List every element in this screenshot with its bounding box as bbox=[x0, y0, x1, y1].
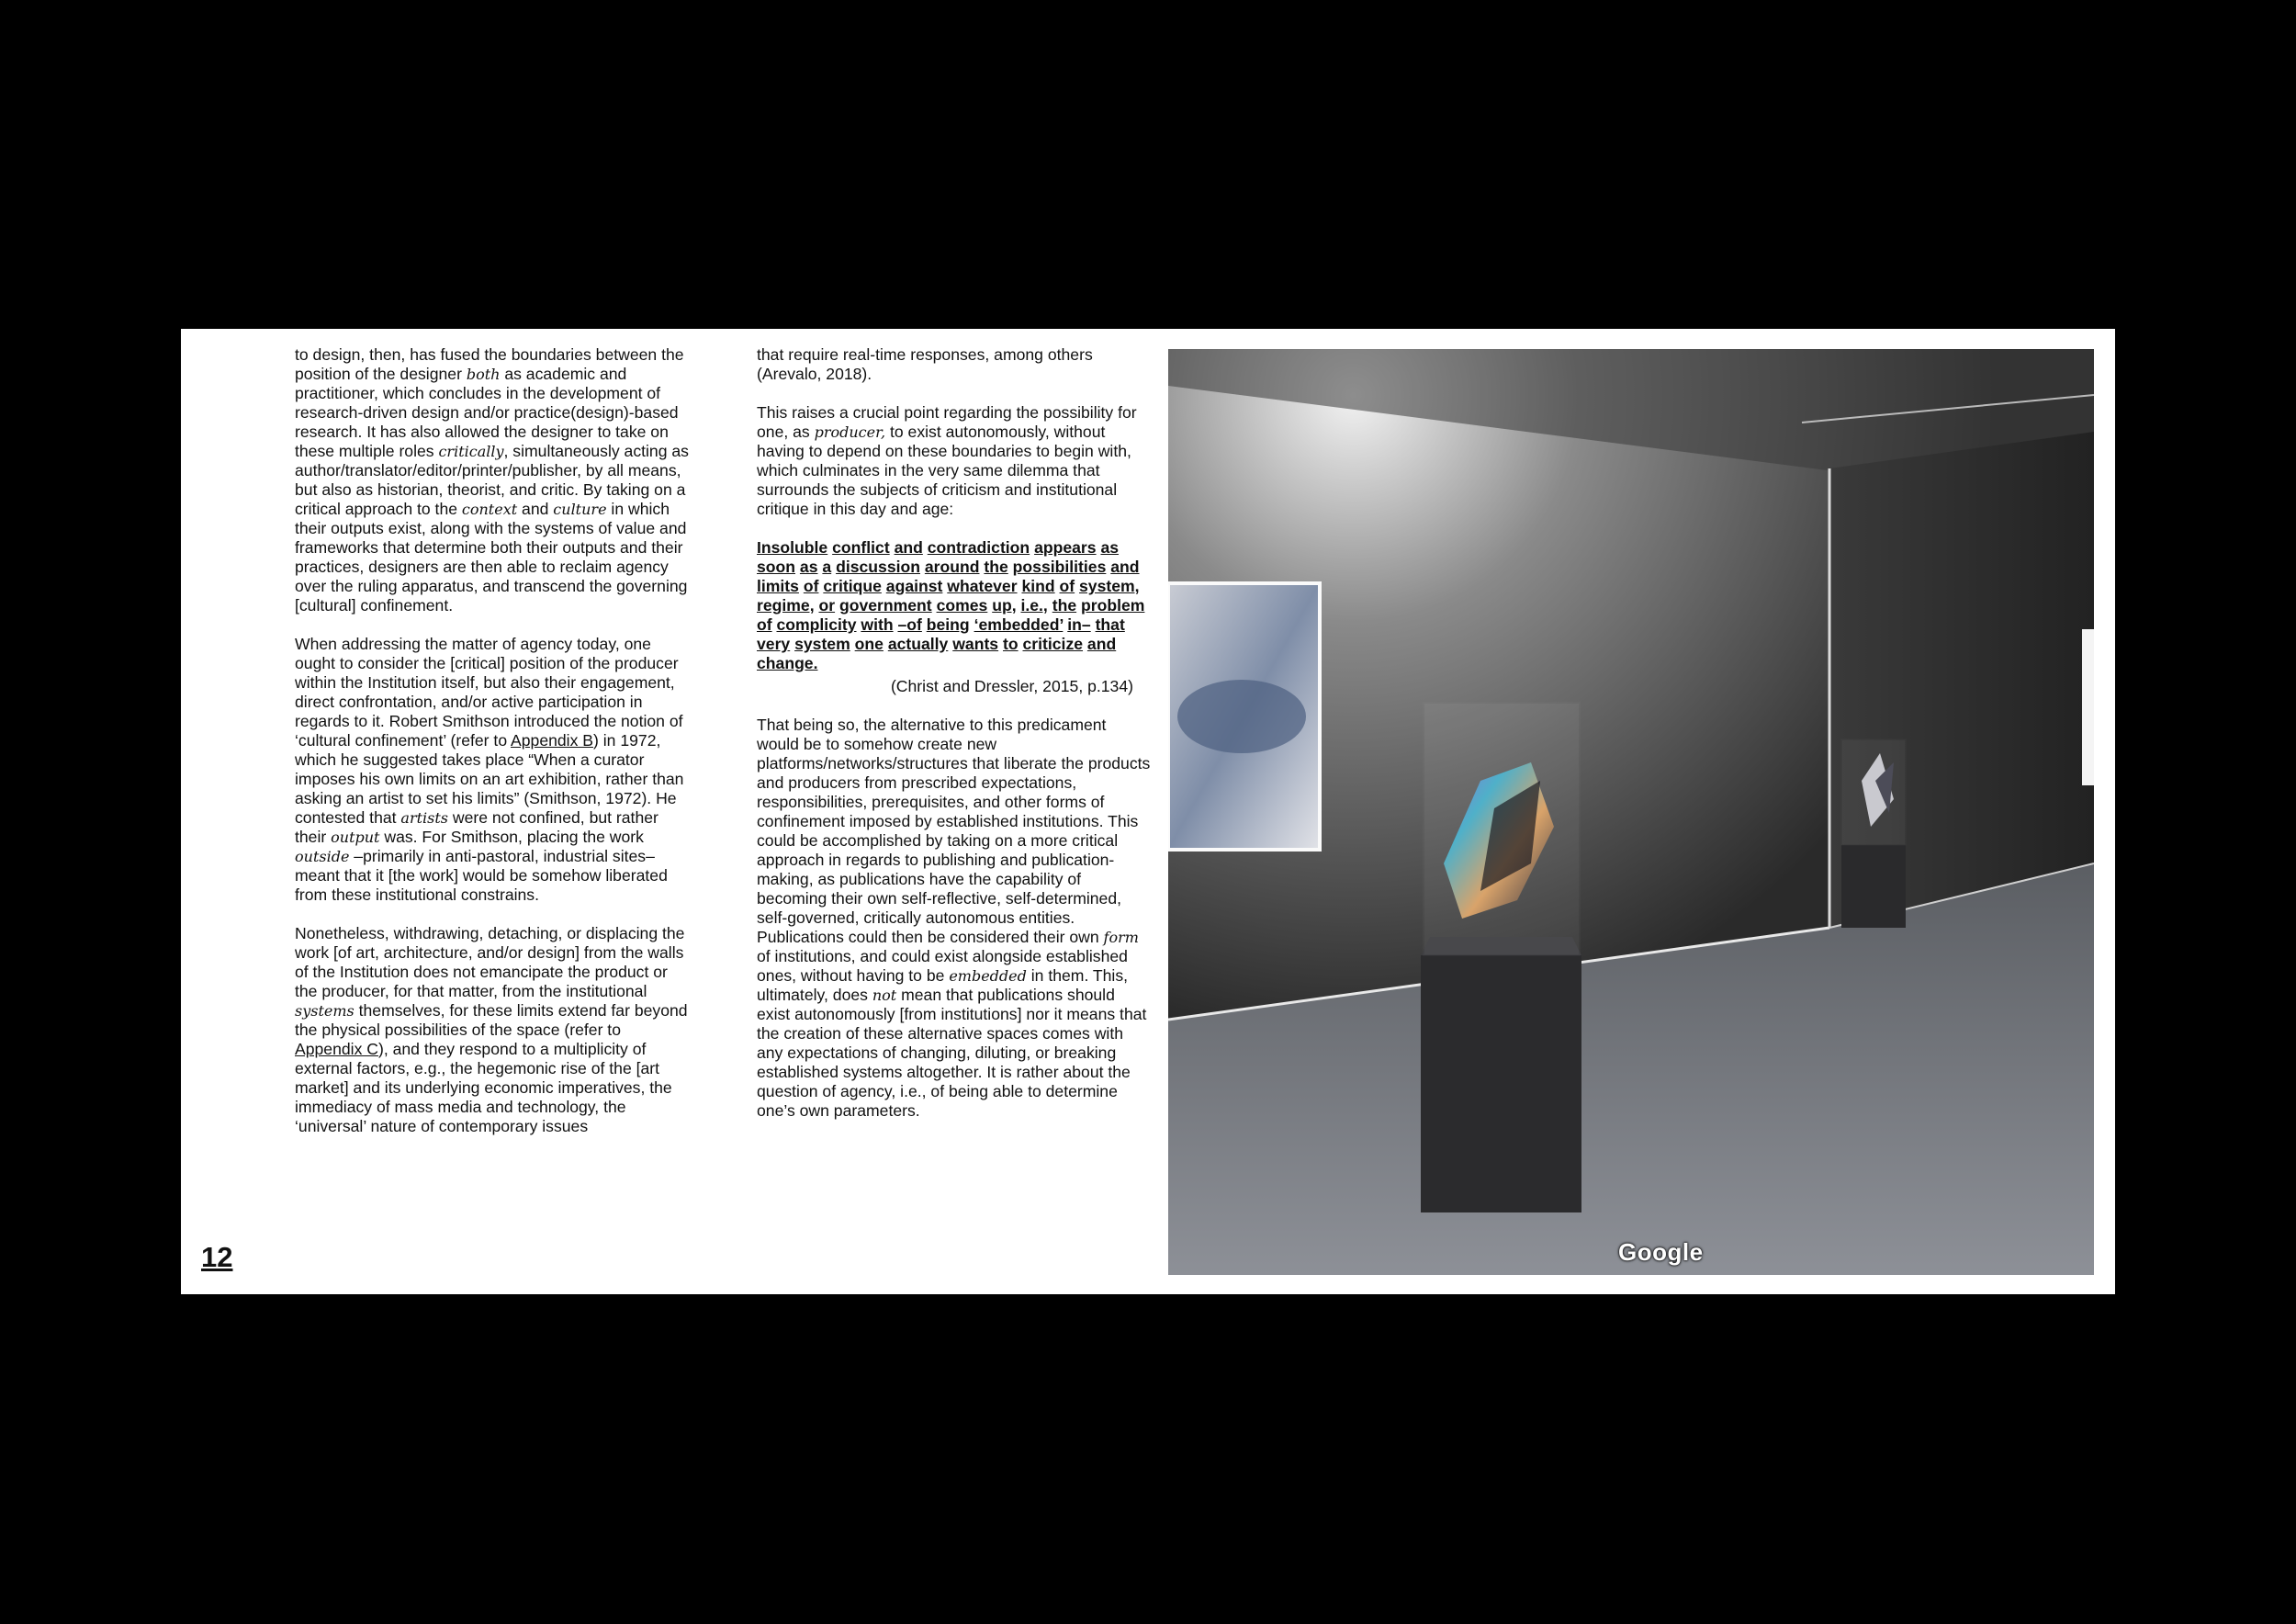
quote-word: very bbox=[757, 635, 791, 653]
quote-word: appears bbox=[1034, 538, 1097, 557]
quote-word: ‘embedded’ bbox=[974, 615, 1064, 634]
text-run: of institutions, and could exist alongside established ones, without having to be bbox=[757, 947, 1128, 985]
quote-word: and bbox=[894, 538, 923, 557]
quote-word: of bbox=[803, 577, 819, 595]
text-run: mean that publications should exist autonomously [from institutions] nor it means that the creation of these alternative spaces comes with any expectations of changing, diluting, or breaking established systems altogether. It is rather about the question of agency, i.e., of being able to determine one’s own parameters. bbox=[757, 986, 1147, 1120]
quote-word: as bbox=[799, 558, 818, 576]
italic-text: culture bbox=[553, 501, 607, 518]
quote-word: wants bbox=[952, 635, 999, 653]
italic-text: context bbox=[461, 501, 518, 518]
text-column-left bbox=[295, 345, 690, 1156]
appendix-link[interactable]: Appendix C bbox=[295, 1040, 378, 1058]
text-run: were not confined, but rather their bbox=[295, 808, 658, 846]
italic-text: both bbox=[466, 366, 501, 383]
quote-word: of bbox=[1059, 577, 1075, 595]
quote-word: Insoluble bbox=[757, 538, 828, 557]
quote-word: critique bbox=[823, 577, 882, 595]
quote-word: and bbox=[1086, 635, 1117, 653]
quote-word: discussion bbox=[836, 558, 920, 576]
paragraph bbox=[757, 403, 1152, 519]
quote-word: conflict bbox=[832, 538, 890, 557]
italic-text: form bbox=[1103, 929, 1139, 946]
italic-text: producer, bbox=[814, 423, 886, 441]
paragraph bbox=[295, 924, 690, 1136]
quote-word: being bbox=[926, 615, 970, 634]
quote-word: contradiction bbox=[927, 538, 1030, 557]
paragraph bbox=[295, 345, 690, 615]
quote-word: actually bbox=[887, 635, 949, 653]
italic-text: systems bbox=[295, 1002, 355, 1020]
text-run: to exist autonomously, without having to depend on these boundaries to begin with, which culminates in the very same dilemma that surrounds the subjects of criticism and institutional critique in this day and age: bbox=[757, 423, 1131, 518]
quote-word: the bbox=[1052, 596, 1077, 615]
quote-word: –of bbox=[897, 615, 922, 634]
quote-word: to bbox=[1003, 635, 1019, 653]
text-run: –primarily in anti-pastoral, industrial sites– meant that it [the work] would be somehow liberated from these institutional constrains. bbox=[295, 847, 668, 904]
quote-word: criticize bbox=[1022, 635, 1084, 653]
paragraph: that require real-time responses, among others (Arevalo, 2018). bbox=[757, 345, 1093, 383]
text-run: , simultaneously acting as author/translator/editor/printer/publisher, by all means, but also as historian, theorist, and critic. By taking on a critical approach to the bbox=[295, 442, 689, 518]
quote-word: system bbox=[794, 635, 850, 653]
quote-word: change. bbox=[757, 654, 818, 672]
text-run: When addressing the matter of agency today, one ought to consider the [critical] position of the producer within the Institution itself, but also their engagement, direct confrontation, and/or active participation in regards to it. Robert Smithson introduced the notion of ‘cultural confinement’ (refer to bbox=[295, 635, 683, 750]
quote-word: complicity bbox=[776, 615, 857, 634]
quote-word: one bbox=[854, 635, 884, 653]
text-run: and bbox=[517, 500, 554, 518]
quote-word: with bbox=[861, 615, 894, 634]
page-number: 12 bbox=[201, 1241, 233, 1273]
quote-word: up, bbox=[992, 596, 1017, 615]
quote-word: around bbox=[924, 558, 980, 576]
quote-word: and bbox=[1110, 558, 1140, 576]
quote-word: in– bbox=[1067, 615, 1091, 634]
italic-text: artists bbox=[400, 809, 449, 827]
paragraph bbox=[757, 716, 1152, 1121]
italic-text: outside bbox=[295, 848, 350, 865]
gallery-photo bbox=[1168, 349, 2094, 1275]
text-run: themselves, for these limits extend far beyond the physical possibilities of the space (refer to bbox=[295, 1001, 688, 1039]
gallery-scene-image bbox=[1168, 349, 2094, 1275]
italic-text: output bbox=[331, 829, 380, 846]
text-run: in which their outputs exist, along with the systems of value and frameworks that determine both their outputs and their practices, designers are then able to reclaim agency over the ruling apparatus, and transcend the governing [cultural] confinement. bbox=[295, 500, 688, 615]
quote-citation: (Christ and Dressler, 2015, p.134) bbox=[890, 677, 1133, 695]
quote-word: system, bbox=[1079, 577, 1140, 595]
block-quote bbox=[757, 538, 1152, 673]
text-run: to design, then, has fused the boundaries between the position of the designer bbox=[295, 345, 684, 383]
quote-word: or bbox=[818, 596, 836, 615]
quote-word: i.e., bbox=[1020, 596, 1048, 615]
quote-word: that bbox=[1095, 615, 1125, 634]
quote-word: a bbox=[822, 558, 832, 576]
quote-word: as bbox=[1100, 538, 1120, 557]
google-watermark: Google bbox=[1618, 1238, 1704, 1266]
quote-word: comes bbox=[936, 596, 988, 615]
quote-word: soon bbox=[757, 558, 796, 576]
text-run: This raises a crucial point regarding the possibility for one, as bbox=[757, 403, 1137, 441]
text-column-right bbox=[757, 345, 1152, 1140]
italic-text: critically bbox=[438, 443, 504, 460]
text-run: in them. This, ultimately, does bbox=[757, 966, 1129, 1004]
quote-word: limits bbox=[757, 577, 799, 595]
quote-word: possibilities bbox=[1012, 558, 1107, 576]
paragraph bbox=[295, 635, 690, 905]
book-page bbox=[181, 329, 2115, 1294]
text-run: That being so, the alternative to this predicament would be to somehow create new platforms/networks/structures that liberate the products and producers from prescribed expectations, responsibilities, prerequisites, and other forms of confinement imposed by established institutions. This could be accomplished by taking on a more critical approach in regards to publishing and publication-making, as publications have the capability of becoming their own self-reflective, self-determined, self-governed, critically autonomous entities. Publications could then be considered their own bbox=[757, 716, 1151, 946]
italic-text: not bbox=[872, 987, 897, 1004]
text-run: Nonetheless, withdrawing, detaching, or displacing the work [of art, architecture, and/or design] from the walls of the Institution does not emancipate the product or the producer, for that matter, from the institutional bbox=[295, 924, 685, 1000]
quote-word: government bbox=[838, 596, 932, 615]
quote-word: kind bbox=[1021, 577, 1055, 595]
text-run: ), and they respond to a multiplicity of external factors, e.g., the hegemonic rise of the [art market] and its underlying economic imperatives, the immediacy of mass media and technology, the ‘universal’ nature of contemporary issues bbox=[295, 1040, 672, 1135]
appendix-link[interactable]: Appendix B bbox=[511, 731, 594, 750]
text-run: ) in 1972, which he suggested takes place “When a curator imposes his own limits on an art exhibition, rather than asking an artist to set his limits” (Smithson, 1972). He contested that bbox=[295, 731, 684, 827]
text-run: was. For Smithson, placing the work bbox=[379, 828, 644, 846]
text-run: as academic and practitioner, which concludes in the development of research-driven design and/or practice(design)-based research. It has also allowed the designer to take on these multiple roles bbox=[295, 365, 679, 460]
quote-word: against bbox=[885, 577, 943, 595]
quote-word: regime, bbox=[757, 596, 815, 615]
italic-text: embedded bbox=[949, 967, 1027, 985]
quote-word: problem bbox=[1081, 596, 1145, 615]
quote-word: whatever bbox=[947, 577, 1018, 595]
quote-word: of bbox=[757, 615, 772, 634]
quote-word: the bbox=[984, 558, 1008, 576]
